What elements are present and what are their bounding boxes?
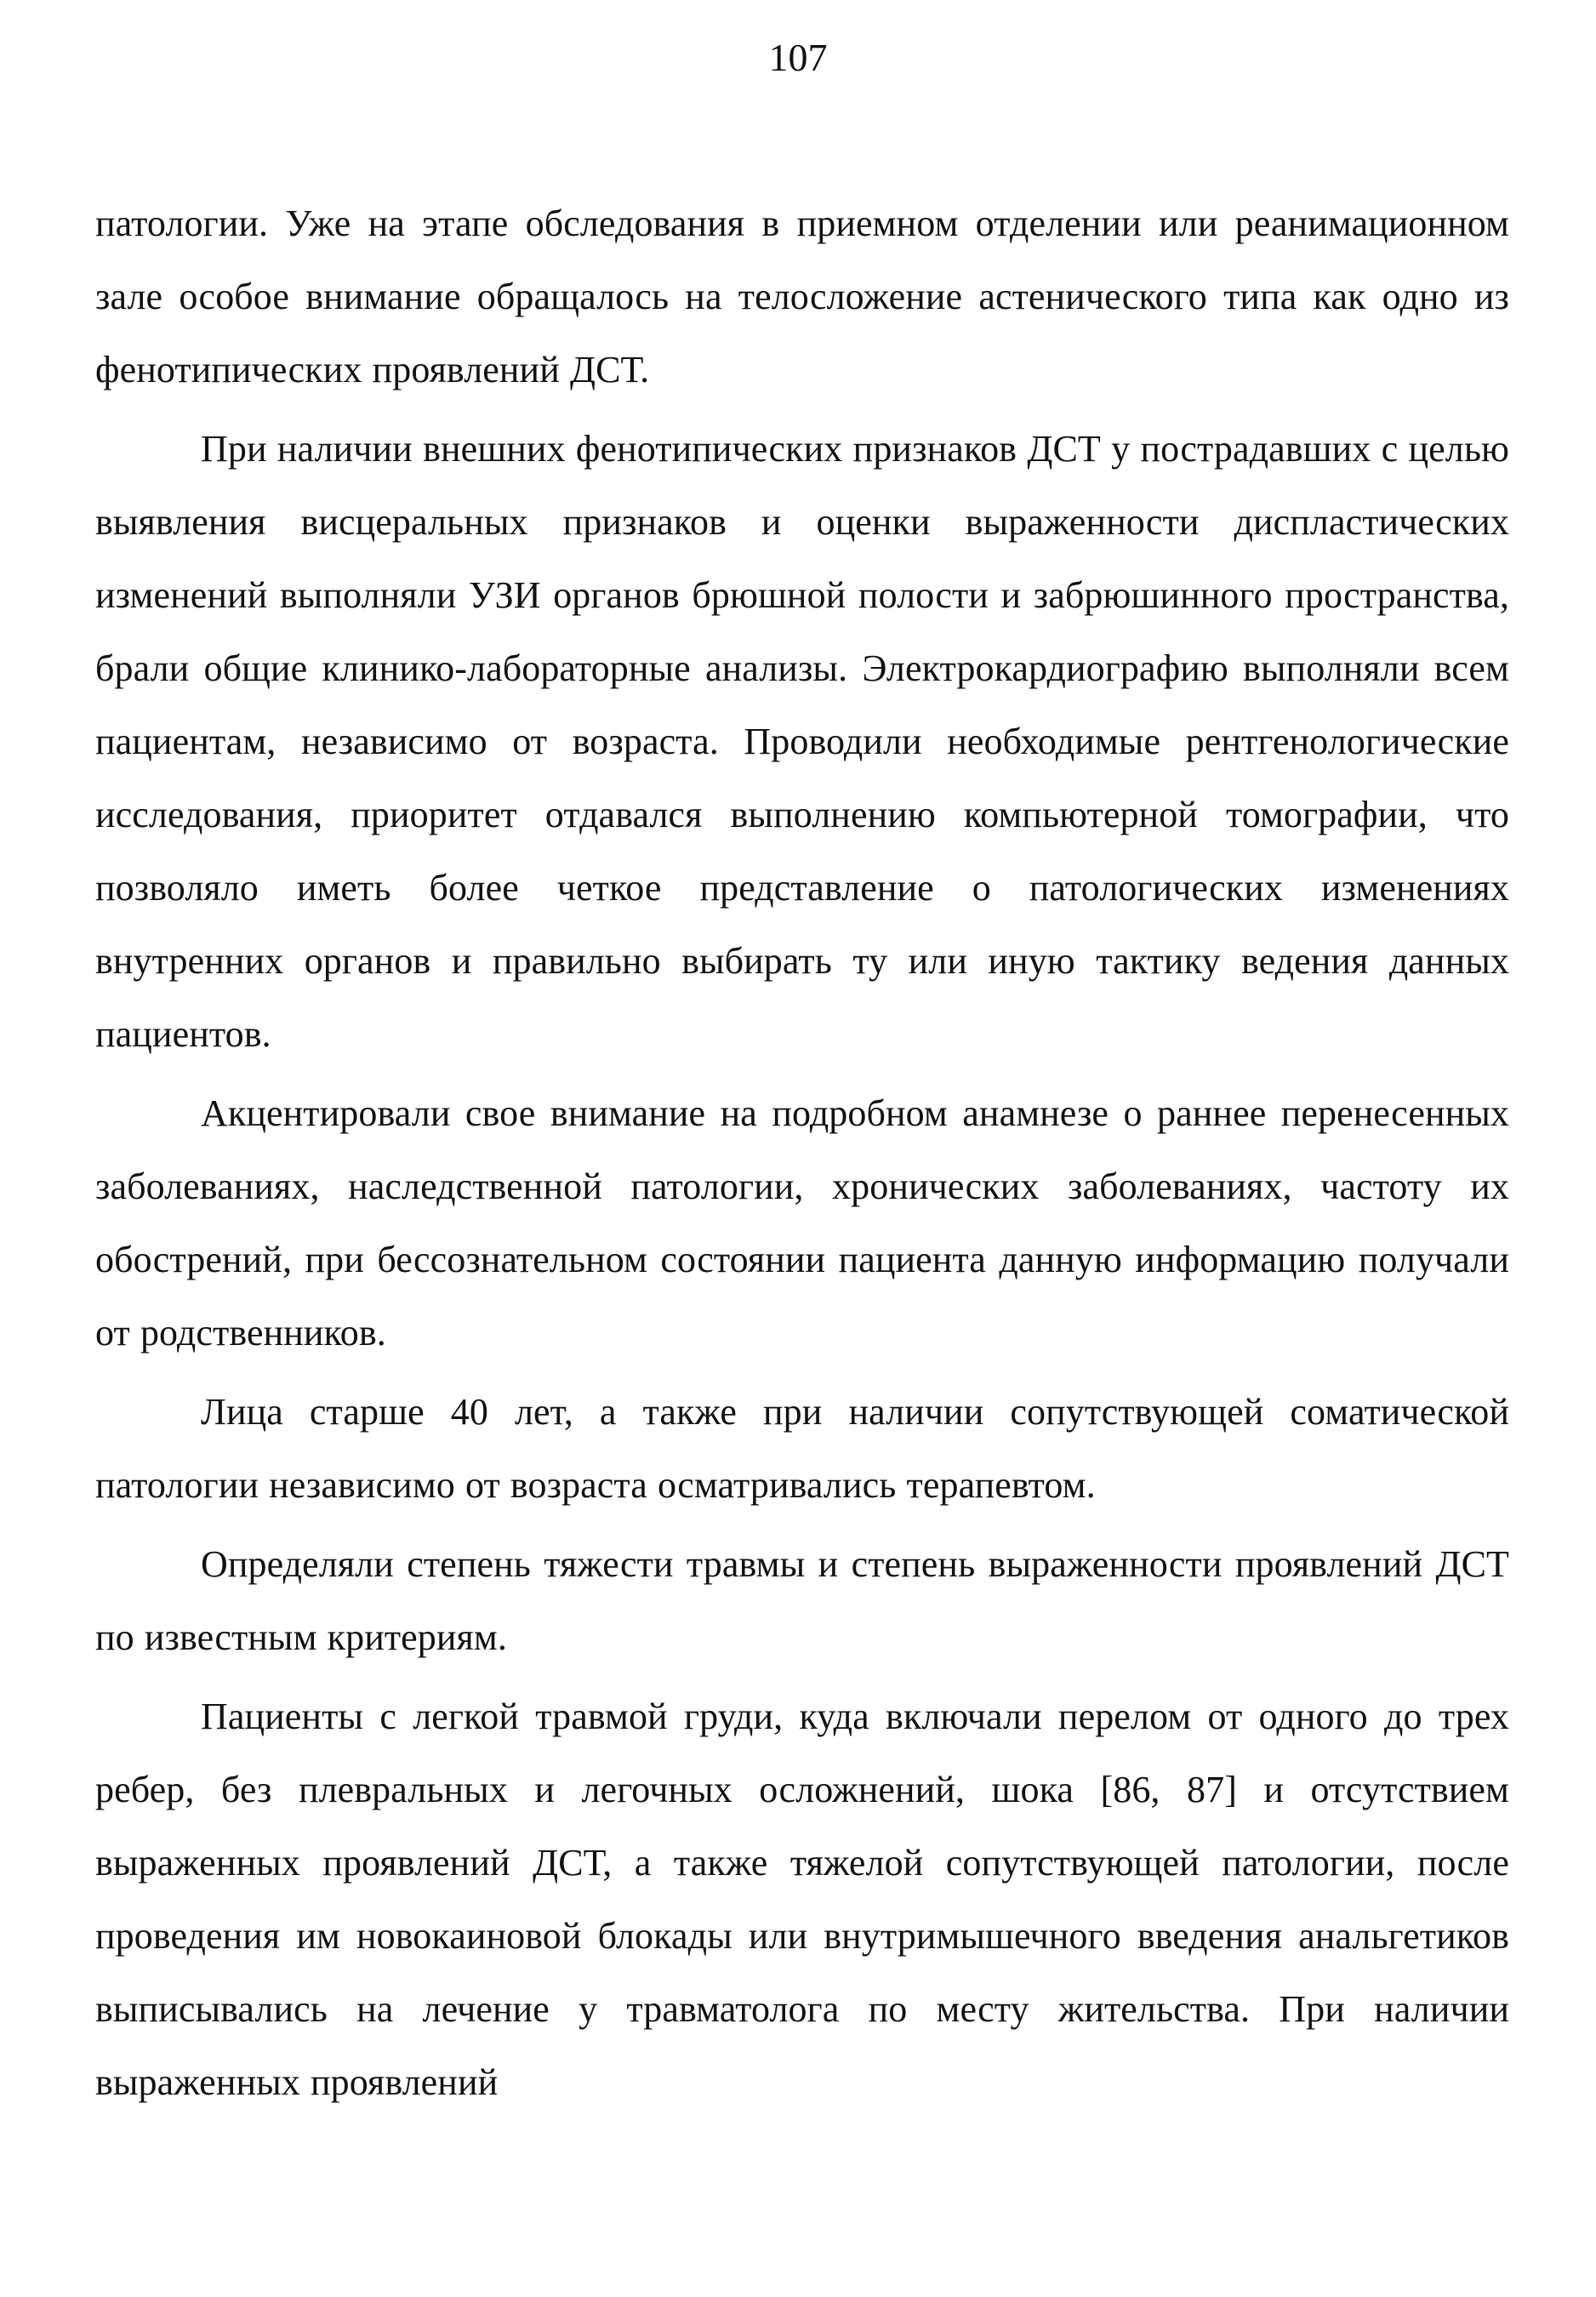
paragraph-1: патологии. Уже на этапе обследования в приемном отделении или реанимационном зале особое внимание обращалось на телосложение астенического типа как одно из фенотипических проявлений ДСТ.	[95, 202, 1509, 390]
paragraph-3: Акцентировали свое внимание на подробном анамнезе о раннее перенесенных заболеваниях, наследственной патологии, хронических заболеваниях, частоту их обострений, при бессознательном состоянии пациента данную информацию получали от родственников.	[95, 1092, 1509, 1354]
body-text	[95, 187, 1509, 2119]
paragraph-2: При наличии внешних фенотипических признаков ДСТ у пострадавших с целью выявления висцеральных признаков и оценки выраженности диспластических изменений выполняли УЗИ органов брюшной полости и забрюшинного пространства, брали общие клинико-лабораторные анализы. Электрокардиографию выполняли всем пациентам, независимо от возраста. Проводили необходимые рентгенологические исследования, приоритет отдавался выполнению компьютерной томографии, что позволяло иметь более четкое представление о патологических изменениях внутренних органов и правильно выбирать ту или иную тактику ведения данных пациентов.	[95, 428, 1509, 1055]
paragraph-4: Лица старше 40 лет, а также при наличии сопутствующей соматической патологии независимо от возраста осматривались терапевтом.	[95, 1391, 1509, 1506]
paragraph-5: Определяли степень тяжести травмы и степень выраженности проявлений ДСТ по известным критериям.	[95, 1543, 1509, 1658]
page-number: 107	[768, 36, 828, 79]
paragraph-6: Пациенты с легкой травмой груди, куда включали перелом от одного до трех ребер, без плевральных и легочных осложнений, шока [86, 87] и отсутствием выраженных проявлений ДСТ, а также тяжелой сопутствующей патологии, после проведения им новокаиновой блокады или внутримышечного введения анальгетиков выписывались на лечение у травматолога по месту жительства. При наличии выраженных проявлений	[95, 1696, 1509, 2103]
